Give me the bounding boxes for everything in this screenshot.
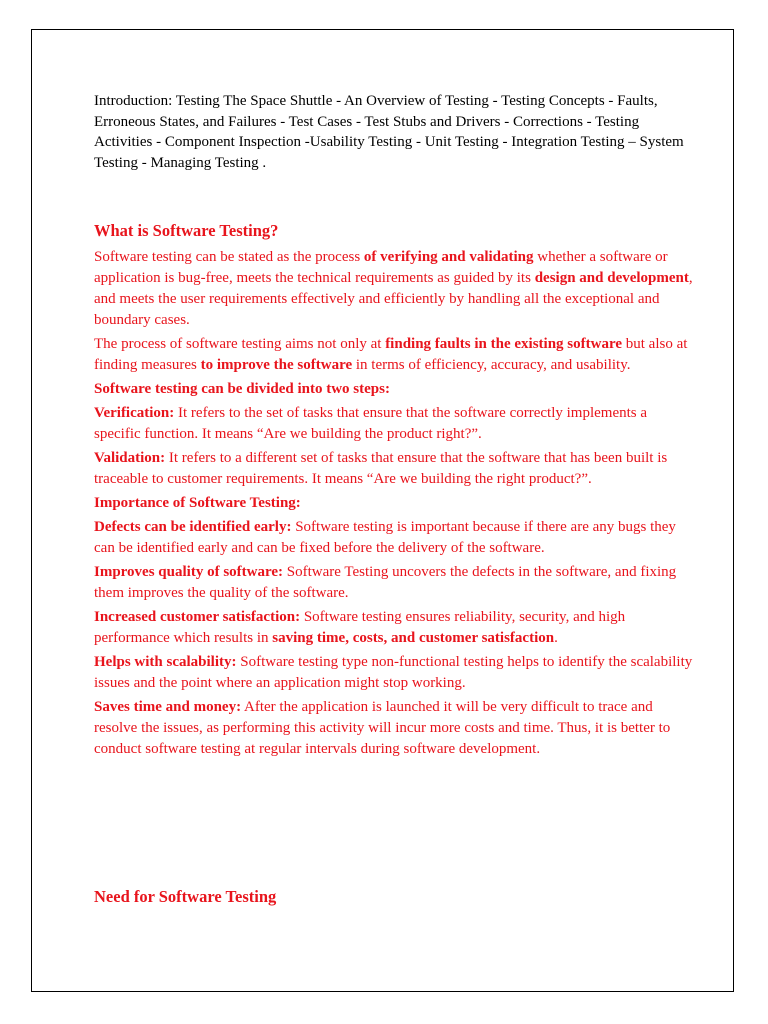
item-text: It refers to the set of tasks that ensure that the software correctly implements a specific function. It means “Are we building the product right?”. bbox=[94, 405, 648, 442]
section-heading-need-for-testing: Need for Software Testing bbox=[94, 887, 277, 906]
item-label: Verification: bbox=[94, 405, 175, 421]
item-label: Helps with scalability: bbox=[94, 654, 237, 670]
item-text: It refers to a different set of tasks that ensure that the software that has been built is traceable to customer requirements. It means “Are we building the right product?”. bbox=[94, 450, 668, 487]
item-text: Software testing type non-functional testing helps to identify the scalability issues and the point where an application might stop working. bbox=[94, 654, 693, 691]
bold-run: Software testing can be divided into two steps: bbox=[94, 381, 390, 397]
bold-run: finding faults in the existing software bbox=[385, 336, 623, 352]
text-run: but also at finding measures bbox=[94, 336, 688, 373]
section-body bbox=[94, 247, 694, 763]
quality-item bbox=[94, 562, 694, 604]
verification-item bbox=[94, 403, 694, 445]
text-run: The process of software testing aims not only at bbox=[94, 336, 386, 352]
bold-run: of verifying and validating bbox=[363, 249, 534, 265]
text-run: . bbox=[554, 630, 558, 646]
item-text: Software Testing uncovers the defects in the software, and fixing them improves the quality of the software. bbox=[94, 564, 677, 601]
steps-heading bbox=[94, 379, 694, 400]
item-label: Improves quality of software: bbox=[94, 564, 284, 580]
item-label: Validation: bbox=[94, 450, 166, 466]
document-page bbox=[31, 29, 734, 992]
item-label: Increased customer satisfaction: bbox=[94, 609, 301, 625]
text-run: Software testing can be stated as the process bbox=[94, 249, 364, 265]
defects-item bbox=[94, 517, 694, 559]
definition-paragraph bbox=[94, 247, 694, 331]
item-label: Saves time and money: bbox=[94, 699, 242, 715]
savings-item bbox=[94, 697, 694, 760]
intro-paragraph: Introduction: Testing The Space Shuttle - An Overview of Testing - Testing Concepts - Faults, Erroneous States, and Failures - Test Cases - Test Stubs and Drivers - Corrections - Testing Activities - Component Inspection -Usability Testing - Unit Testing - Integration Testing – System Testing - Managing Testing . bbox=[94, 93, 684, 171]
bold-run: Importance of Software Testing: bbox=[94, 495, 301, 511]
text-run: , and meets the user requirements effectively and efficiently by handling all the exceptional and boundary cases. bbox=[94, 270, 693, 328]
text-run: in terms of efficiency, accuracy, and usability. bbox=[352, 357, 631, 373]
bold-run: design and development bbox=[534, 270, 689, 286]
validation-item bbox=[94, 448, 694, 490]
aim-paragraph bbox=[94, 334, 694, 376]
bold-run: saving time, costs, and customer satisfaction bbox=[272, 630, 555, 646]
text-run: whether a software or application is bug-free, meets the technical requirements as guided by its bbox=[94, 249, 668, 286]
item-text: Software testing ensures reliability, security, and high performance which results in bbox=[94, 609, 626, 646]
scalability-item bbox=[94, 652, 694, 694]
bold-run: to improve the software bbox=[200, 357, 353, 373]
item-text: After the application is launched it will be very difficult to trace and resolve the issues, as performing this activity will incur more costs and time. Thus, it is better to conduct software testing at regular intervals during software development. bbox=[94, 699, 671, 757]
item-label: Defects can be identified early: bbox=[94, 519, 292, 535]
item-text: Software testing is important because if there are any bugs they can be identified early and can be fixed before the delivery of the software. bbox=[94, 519, 676, 556]
satisfaction-item bbox=[94, 607, 694, 649]
importance-heading bbox=[94, 493, 694, 514]
section-heading-what-is-testing: What is Software Testing? bbox=[94, 221, 279, 240]
